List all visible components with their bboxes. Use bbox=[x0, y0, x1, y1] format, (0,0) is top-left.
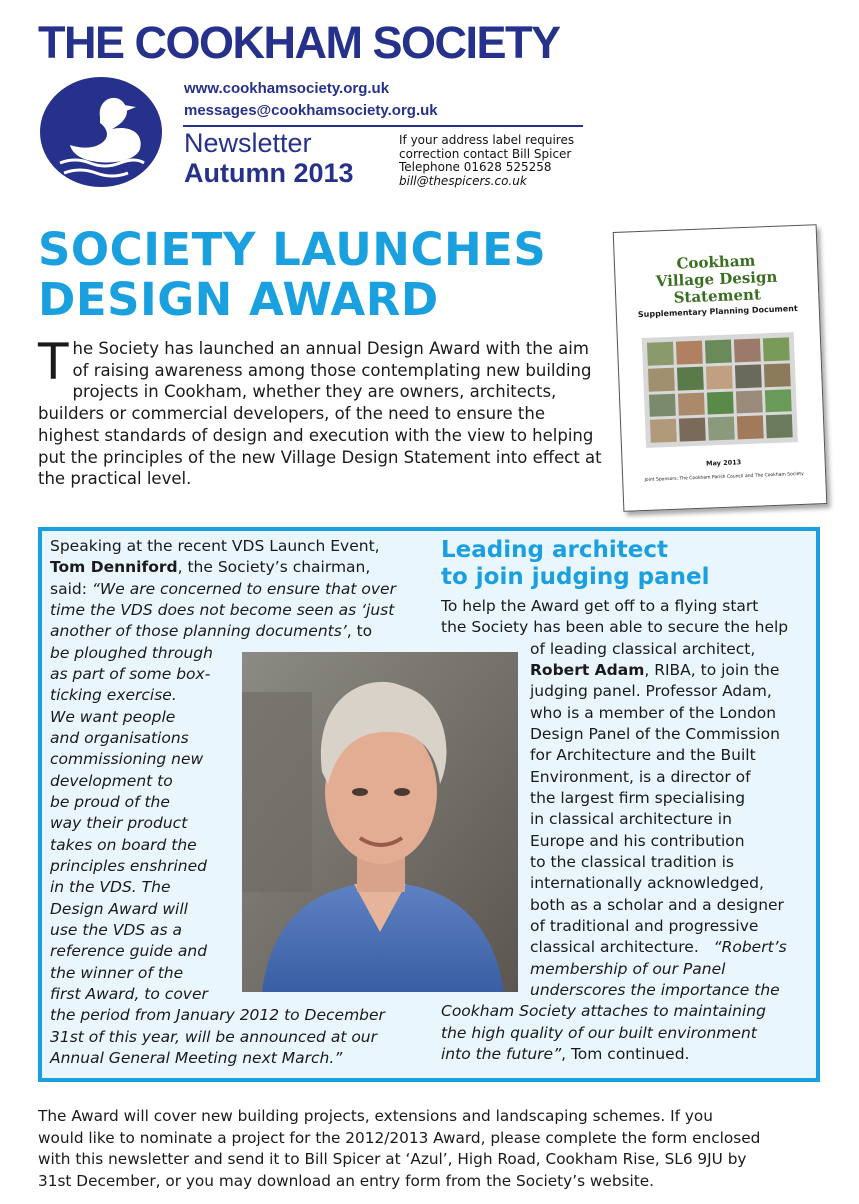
feature-line: and organisations bbox=[50, 729, 189, 747]
feature-line: judging panel. Professor Adam, bbox=[530, 682, 772, 700]
feature-line: Annual General Meeting next March.” bbox=[50, 1049, 343, 1067]
drop-cap: T bbox=[38, 333, 69, 391]
feature-line: Europe and his contribution bbox=[530, 832, 745, 850]
footer-line: would like to nominate a project for the 2012/2013 Award, please complete the form enclosed bbox=[38, 1128, 761, 1147]
address-note-line: Telephone 01628 525258 bbox=[399, 160, 552, 174]
lede-text: he Society has launched an annual Design Award with the aim of raising awareness among those contemplating new building projects in Cookham, whether they are owners, architects, builders or commercial developers, of the need to ensure the highest standards of design and execution with the view to helping put the principles of the new Village Design Statement into effect at the practical level. bbox=[38, 339, 602, 489]
feature-line: internationally acknowledged, bbox=[530, 874, 764, 892]
feature-line: commissioning new bbox=[50, 750, 204, 768]
subheading-line: to join judging panel bbox=[441, 564, 710, 590]
feature-line: membership of our Panel bbox=[530, 960, 726, 978]
said-text: said: bbox=[50, 580, 92, 598]
quote-text: “Robert’s bbox=[713, 938, 787, 956]
newsletter-label: Newsletter bbox=[184, 128, 312, 158]
feature-line: takes on board the bbox=[50, 836, 197, 854]
feature-line: way their product bbox=[50, 814, 188, 832]
speaker-name: Tom Denniford bbox=[50, 558, 178, 576]
issue-label: Autumn 2013 bbox=[184, 158, 354, 188]
feature-line: ticking exercise. bbox=[50, 686, 177, 704]
address-note bbox=[399, 134, 574, 188]
architect-name: Robert Adam bbox=[530, 661, 645, 679]
feature-line: reference guide and bbox=[50, 942, 208, 960]
vds-subtitle: Supplementary Planning Document bbox=[637, 303, 798, 320]
feature-line bbox=[50, 621, 372, 642]
feature-line: Design Award will bbox=[50, 900, 188, 918]
feature-line bbox=[530, 937, 787, 958]
address-note-line: If your address label requires bbox=[399, 133, 575, 147]
feature-line: to the classical tradition is bbox=[530, 853, 734, 871]
feature-line: the largest firm specialising bbox=[530, 789, 746, 807]
contact-email-link[interactable]: bill@thespicers.co.uk bbox=[399, 173, 527, 188]
feature-line bbox=[50, 579, 396, 600]
swan-logo-icon bbox=[40, 77, 162, 187]
feature-line: be proud of the bbox=[50, 793, 170, 811]
speaker-role: , the Society’s chairman, bbox=[177, 558, 371, 576]
footer-line: with this newsletter and send it to Bill Spicer at ‘Azul’, High Road, Cookham Rise, SL6 9JU by bbox=[38, 1150, 747, 1168]
headline bbox=[38, 225, 618, 325]
feature-line: Environment, is a director of bbox=[530, 768, 751, 786]
footer-line: 31st December, or you may download an entry form from the Society’s website. bbox=[38, 1171, 655, 1190]
website-link[interactable]: www.cookhamsociety.org.uk bbox=[184, 80, 390, 97]
footer-line: The Award will cover new building projects, extensions and landscaping schemes. If you bbox=[38, 1107, 713, 1125]
feature-line: 31st of this year, will be announced at our bbox=[50, 1028, 377, 1046]
feature-line: underscores the importance the bbox=[530, 981, 780, 999]
feature-line bbox=[530, 660, 779, 681]
feature-line: the high quality of our built environment bbox=[441, 1024, 757, 1042]
email-link[interactable]: messages@cookhamsociety.org.uk bbox=[184, 102, 438, 119]
feature-line: the Society has been able to secure the help bbox=[441, 618, 789, 636]
vds-sponsors: Joint Sponsors: The Cookham Parish Council and The Cookham Society bbox=[644, 471, 804, 483]
portrait-photo bbox=[242, 652, 518, 992]
vds-document-cover bbox=[613, 224, 828, 512]
headline-line: SOCIETY LAUNCHES bbox=[38, 223, 547, 276]
architect-role: , RIBA, to join the bbox=[644, 661, 780, 679]
address-note-line: correction contact Bill Spicer bbox=[399, 146, 572, 161]
quote-text: “We are concerned to ensure that over bbox=[91, 580, 396, 598]
feature-line: first Award, to cover bbox=[50, 985, 208, 1003]
feature-line: time the VDS does not become seen as ‘just bbox=[50, 601, 395, 619]
feature-line: for Architecture and the Built bbox=[530, 746, 756, 764]
vds-title-line: Village Design Statement bbox=[655, 267, 778, 307]
quote-text: , to bbox=[346, 622, 373, 640]
headline-line: DESIGN AWARD bbox=[38, 273, 439, 326]
feature-line bbox=[441, 1044, 689, 1065]
subheading bbox=[441, 537, 710, 591]
feature-line: We want people bbox=[50, 708, 176, 726]
feature-line: both as a scholar and a designer bbox=[530, 896, 784, 914]
feature-line bbox=[50, 557, 370, 578]
feature-line: as part of some box- bbox=[50, 665, 211, 683]
vds-title bbox=[615, 250, 819, 309]
feature-line: in the VDS. The bbox=[50, 878, 171, 896]
feature-line: development to bbox=[50, 772, 173, 790]
feature-line: in classical architecture in bbox=[530, 810, 732, 828]
subheading-line: Leading architect bbox=[441, 537, 668, 563]
quote-text: another of those planning documents’ bbox=[50, 622, 347, 640]
feature-text: , Tom continued. bbox=[561, 1045, 690, 1063]
feature-line: be ploughed through bbox=[50, 644, 213, 662]
feature-line: of leading classical architect, bbox=[530, 640, 756, 658]
feature-line: Speaking at the recent VDS Launch Event, bbox=[50, 537, 380, 555]
feature-line: To help the Award get off to a flying start bbox=[441, 597, 759, 615]
footer-paragraph bbox=[38, 1106, 828, 1192]
feature-text: classical architecture. bbox=[530, 938, 699, 956]
quote-text: into the future” bbox=[441, 1045, 562, 1063]
feature-line: the period from January 2012 to December bbox=[50, 1006, 385, 1024]
society-title: THE COOKHAM SOCIETY bbox=[38, 17, 560, 68]
feature-line: who is a member of the London bbox=[530, 704, 777, 722]
masthead-divider bbox=[183, 125, 583, 127]
lede-paragraph bbox=[38, 333, 608, 490]
feature-line: Cookham Society attaches to maintaining bbox=[441, 1002, 766, 1020]
vds-photo-collage bbox=[642, 332, 798, 448]
feature-line: the winner of the bbox=[50, 964, 184, 982]
vds-date: May 2013 bbox=[705, 458, 742, 468]
feature-line: of traditional and progressive bbox=[530, 917, 759, 935]
feature-line: use the VDS as a bbox=[50, 921, 183, 939]
feature-line: principles enshrined bbox=[50, 857, 207, 875]
feature-line: Design Panel of the Commission bbox=[530, 725, 780, 743]
vds-title-line: Cookham bbox=[676, 251, 756, 273]
